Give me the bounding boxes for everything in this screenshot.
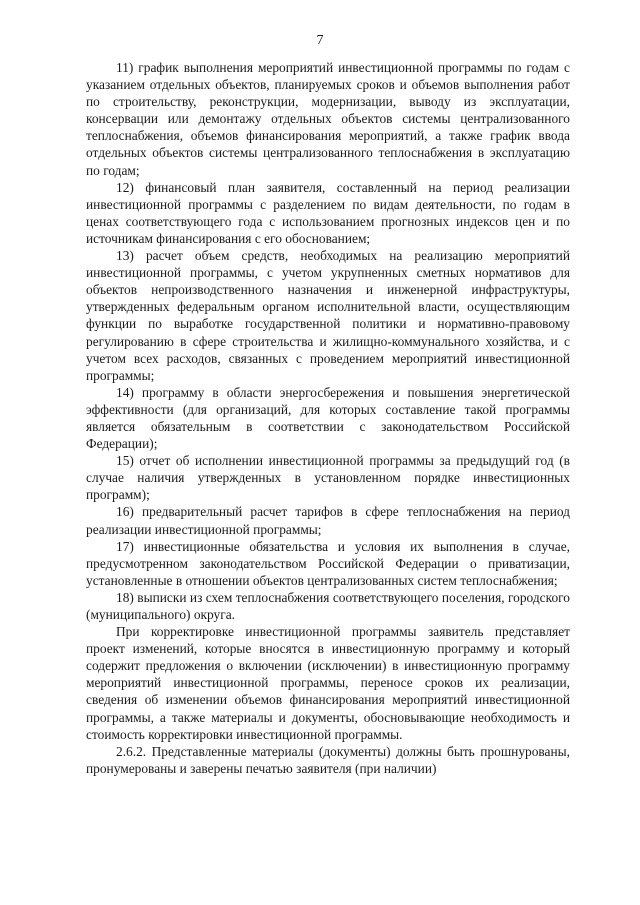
list-item-11: 11) график выполнения мероприятий инвестиционной программы по годам с указанием отдельных объектов, планируемых сроков и объемов выполнения работ по строительству, реконструкции, модернизации, выводу из эксплуатации, консервации или демонтажу отдельных объектов системы централизованного теплоснабжения, объемов финансирования мероприятий, а также график ввода отдельных объектов системы централизованного теплоснабжения в эксплуатацию по годам; bbox=[86, 60, 570, 178]
list-item-17: 17) инвестиционные обязательства и условия их выполнения в случае, предусмотренном законодательством Российской Федерации о приватизации, установленные в отношении объектов централизованных систем теплоснабжения; bbox=[86, 538, 570, 588]
page-number: 7 bbox=[316, 33, 324, 48]
list-item-15: 15) отчет об исполнении инвестиционной программы за предыдущий год (в случае наличия утвержденных в установленном порядке инвестиционных программ); bbox=[86, 453, 570, 503]
list-item-13: 13) расчет объем средств, необходимых на реализацию мероприятий инвестиционной программы, с учетом укрупненных сметных нормативов для объектов непроизводственного назначения и инженерной инфраструктуры, утвержденных федеральным органом исполнительной власти, осуществляющим функции по выработке государственной политики и нормативно-правовому регулированию в сфере строительства и жилищно-коммунального хозяйства, и с учетом всех расходов, связанных с проведением мероприятий инвестиционной программы; bbox=[86, 248, 570, 383]
list-item-18: 18) выписки из схем теплоснабжения соответствующего поселения, городского (муниципального) округа. bbox=[86, 589, 570, 622]
document-body bbox=[86, 59, 570, 777]
list-item-12: 12) финансовый план заявителя, составленный на период реализации инвестиционной программы с разделением по видам деятельности, по годам в ценах соответствующего года с использованием прогнозных индексов цен и по источникам финансирования с его обоснованием; bbox=[86, 179, 570, 246]
list-item-14: 14) программу в области энергосбережения и повышения энергетической эффективности (для организаций, для которых составление такой программы является обязательным в соответствии с законодательством Российской Федерации); bbox=[86, 384, 570, 452]
correction-paragraph: При корректировке инвестиционной программы заявитель представляет проект изменений, которые вносятся в инвестиционную программу и который содержит предложения о включении (исключении) в инвестиционную программу мероприятий инвестиционной программы, переносе сроков их реализации, сведения об изменении объемов финансирования мероприятий инвестиционной программы, а также материалы и документы, обосновывающие необходимость и стоимость корректировки инвестиционной программы. bbox=[86, 624, 570, 742]
list-item-16: 16) предварительный расчет тарифов в сфере теплоснабжения на период реализации инвестиционной программы; bbox=[86, 504, 570, 537]
section-2-6-2-paragraph: 2.6.2. Представленные материалы (документы) должны быть прошнурованы, пронумерованы и заверены печатью заявителя (при наличии) bbox=[86, 743, 570, 776]
